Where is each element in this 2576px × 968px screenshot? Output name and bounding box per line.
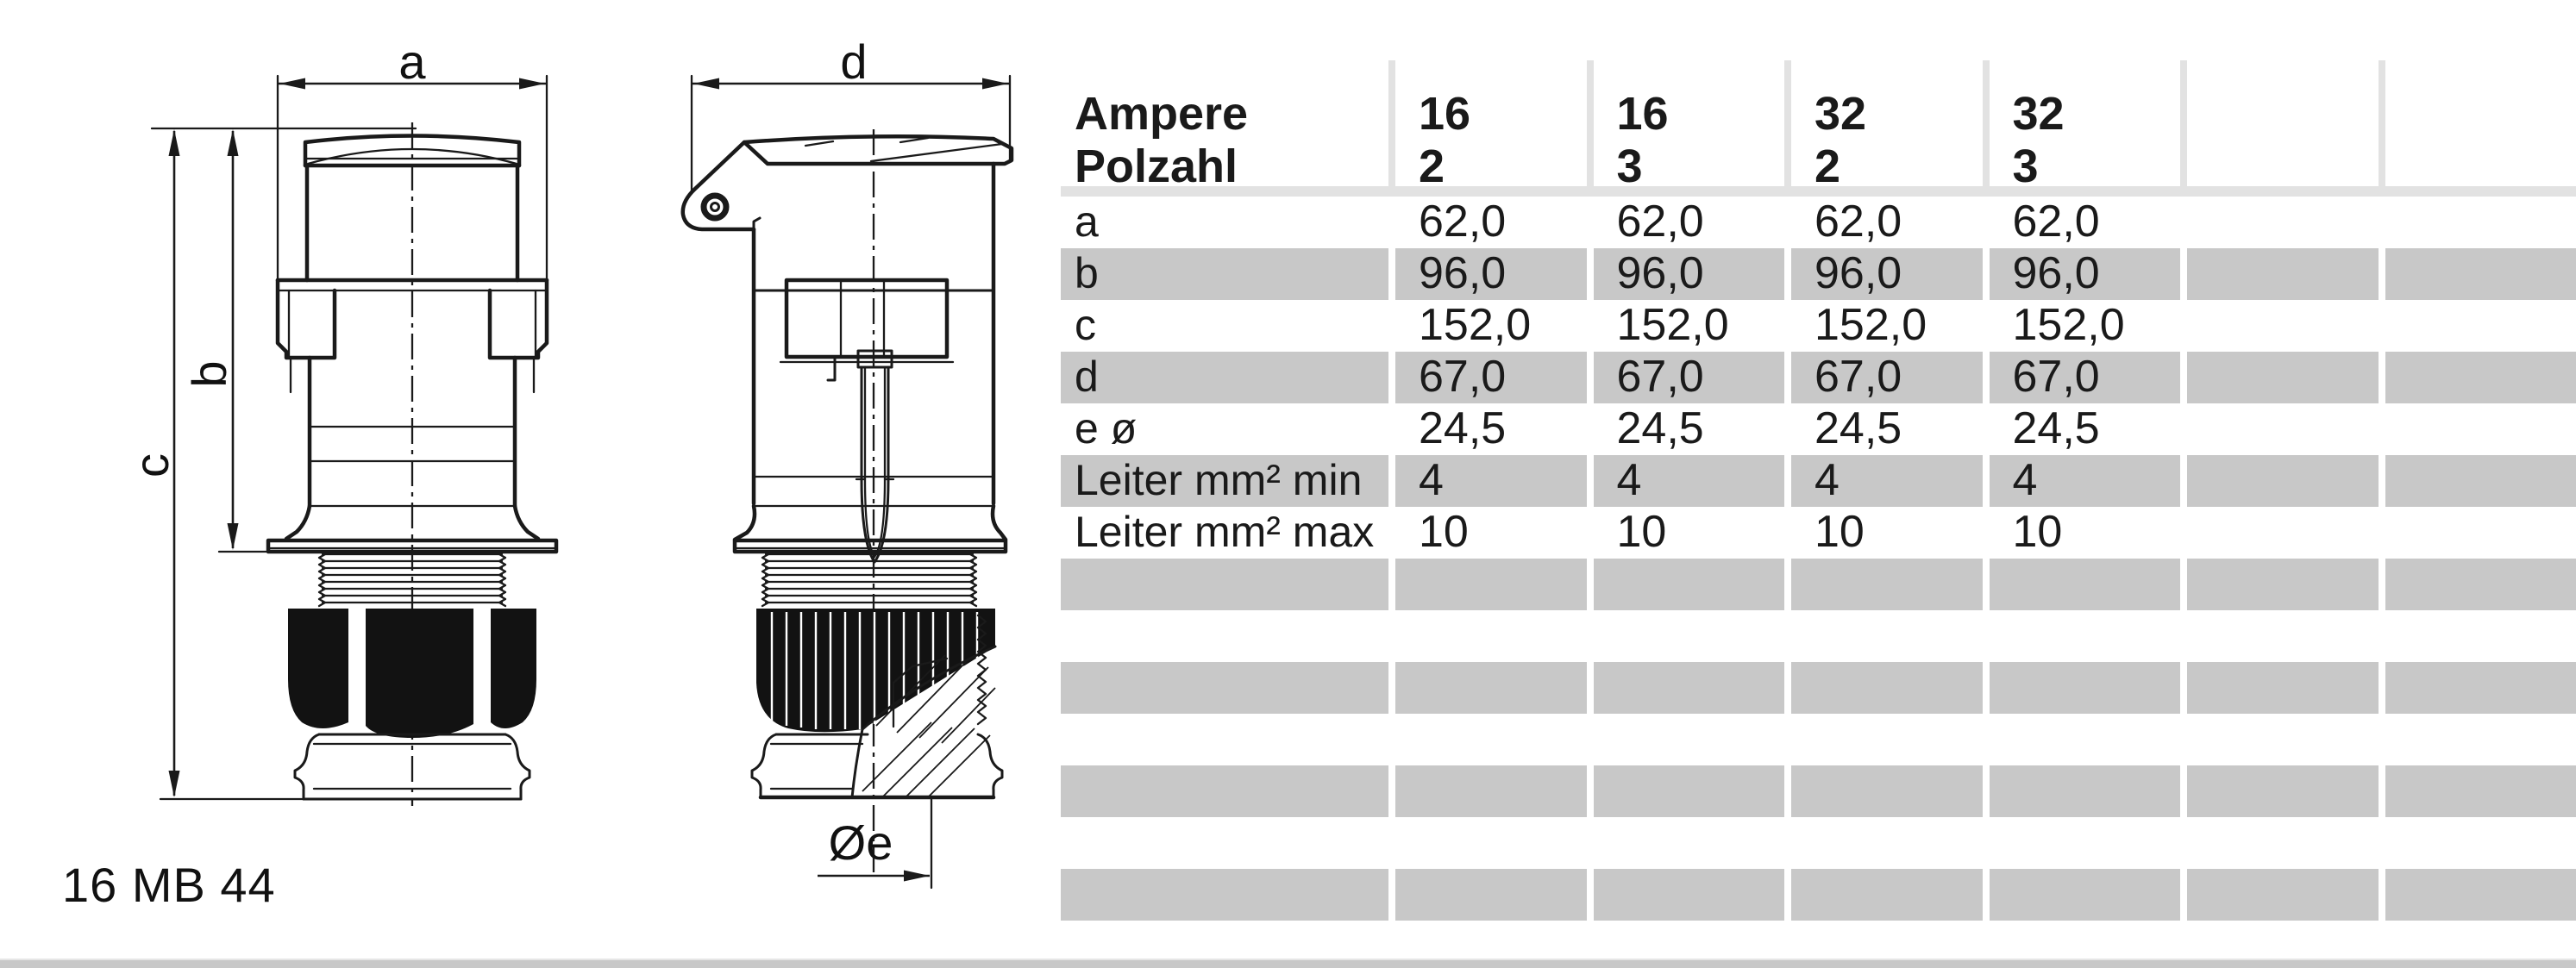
row-value: 96,0 — [1784, 248, 1983, 300]
row-value — [2379, 300, 2576, 352]
spec-table-body — [1061, 197, 2576, 921]
row-value — [2379, 403, 2576, 455]
row-value — [1587, 714, 1785, 765]
row-value — [1388, 662, 1587, 714]
row-value: 62,0 — [1983, 197, 2181, 248]
row-value — [1983, 869, 2181, 921]
front-view — [152, 76, 556, 806]
row-label: e ø — [1075, 404, 1138, 453]
header-ampere-value: 32 — [2012, 88, 2065, 140]
row-value — [1983, 765, 2181, 817]
row-value — [2379, 765, 2576, 817]
row-value — [1983, 662, 2181, 714]
row-value: 4 — [1983, 455, 2181, 507]
row-value — [2379, 869, 2576, 921]
table-row — [1061, 507, 2576, 559]
table-row — [1061, 765, 2576, 817]
table-row — [1061, 869, 2576, 921]
row-value — [1784, 869, 1983, 921]
row-value — [1388, 610, 1587, 662]
row-value: 24,5 — [1983, 403, 2181, 455]
table-row — [1061, 610, 2576, 662]
row-value — [2379, 248, 2576, 300]
side-probe — [856, 351, 893, 562]
row-label: b — [1075, 249, 1099, 297]
header-ampere-value: 16 — [1616, 88, 1669, 140]
row-value — [2180, 352, 2379, 403]
row-label: a — [1075, 197, 1099, 246]
row-value: 10 — [1587, 507, 1785, 559]
row-value: 10 — [1388, 507, 1587, 559]
dim-label-d: d — [840, 34, 868, 89]
header-ampere-value: 32 — [1814, 88, 1867, 140]
row-value — [2180, 455, 2379, 507]
row-value — [2180, 610, 2379, 662]
table-row — [1061, 455, 2576, 507]
dim-label-e: Øe — [828, 815, 893, 870]
side-skirt — [752, 722, 1002, 797]
side-lid — [744, 136, 1012, 164]
row-value: 24,5 — [1388, 403, 1587, 455]
header-polzahl-value: 2 — [1814, 141, 1841, 192]
row-value — [1784, 662, 1983, 714]
hinge-pin-inner — [711, 203, 719, 211]
row-value — [1388, 714, 1587, 765]
row-value: 67,0 — [1784, 352, 1983, 403]
row-label: Leiter mm² max — [1075, 508, 1375, 556]
row-value — [1388, 559, 1587, 610]
row-value: 62,0 — [1784, 197, 1983, 248]
row-value — [2180, 403, 2379, 455]
row-value: 4 — [1587, 455, 1785, 507]
table-row — [1061, 817, 2576, 869]
row-label — [1061, 714, 1388, 765]
row-value — [2180, 765, 2379, 817]
side-threads — [762, 554, 976, 606]
header-col-2 — [1587, 60, 1785, 192]
row-value — [1983, 559, 2181, 610]
row-value: 67,0 — [1587, 352, 1785, 403]
header-col-1 — [1388, 60, 1587, 192]
row-value — [1587, 817, 1785, 869]
row-value — [2180, 714, 2379, 765]
model-number: 16 MB 44 — [62, 858, 276, 912]
row-value: 152,0 — [1784, 300, 1983, 352]
row-value: 152,0 — [1587, 300, 1785, 352]
row-value — [1587, 869, 1785, 921]
row-value — [1388, 869, 1587, 921]
spec-table — [1061, 60, 2576, 921]
row-value: 24,5 — [1587, 403, 1785, 455]
row-label — [1061, 559, 1388, 610]
row-value: 152,0 — [1983, 300, 2181, 352]
footer-rule — [0, 959, 2576, 968]
row-value — [1587, 559, 1785, 610]
row-value: 62,0 — [1587, 197, 1785, 248]
header-polzahl-label: Polzahl — [1075, 141, 1238, 192]
row-value — [2180, 662, 2379, 714]
row-value: 96,0 — [1587, 248, 1785, 300]
row-label: d — [1075, 353, 1099, 401]
row-label — [1061, 610, 1388, 662]
side-bell — [735, 506, 1006, 540]
side-view — [683, 76, 1012, 888]
row-value — [2379, 455, 2576, 507]
header-polzahl-value: 2 — [1419, 141, 1445, 192]
row-label — [1061, 869, 1388, 921]
row-value — [2379, 662, 2576, 714]
header-polzahl-value: 3 — [1616, 141, 1643, 192]
row-value — [2180, 300, 2379, 352]
row-value — [1784, 817, 1983, 869]
row-value — [2180, 507, 2379, 559]
row-value — [1983, 610, 2181, 662]
table-row — [1061, 197, 2576, 248]
row-value — [2379, 507, 2576, 559]
table-row — [1061, 248, 2576, 300]
row-label: c — [1075, 301, 1096, 349]
header-col-4 — [1983, 60, 2181, 192]
row-value: 96,0 — [1388, 248, 1587, 300]
row-value — [2180, 817, 2379, 869]
row-label — [1061, 765, 1388, 817]
row-value: 62,0 — [1388, 197, 1587, 248]
row-value: 4 — [1784, 455, 1983, 507]
header-ampere-value: 16 — [1419, 88, 1471, 140]
spec-table-header — [1061, 60, 2576, 192]
header-col-6 — [2379, 60, 2576, 186]
row-value — [1983, 714, 2181, 765]
row-value: 152,0 — [1388, 300, 1587, 352]
side-hinge — [683, 142, 760, 229]
row-value: 96,0 — [1983, 248, 2181, 300]
row-value — [2379, 197, 2576, 248]
row-label — [1061, 662, 1388, 714]
table-row — [1061, 662, 2576, 714]
header-col-3 — [1784, 60, 1983, 192]
dim-label-c: c — [124, 453, 179, 478]
table-row — [1061, 352, 2576, 403]
row-value: 10 — [1983, 507, 2181, 559]
row-value — [1983, 817, 2181, 869]
row-value — [2180, 197, 2379, 248]
dim-d — [692, 76, 1010, 191]
row-value — [2379, 559, 2576, 610]
table-row — [1061, 300, 2576, 352]
header-ampere-label: Ampere — [1075, 88, 1249, 140]
row-value — [2379, 352, 2576, 403]
row-value — [2379, 610, 2576, 662]
header-col-5 — [2180, 60, 2379, 186]
row-value: 10 — [1784, 507, 1983, 559]
row-label: Leiter mm² min — [1075, 456, 1363, 504]
table-row — [1061, 714, 2576, 765]
row-value — [1587, 662, 1785, 714]
front-gland — [288, 609, 536, 738]
row-value: 67,0 — [1388, 352, 1587, 403]
table-row — [1061, 559, 2576, 610]
row-value — [2379, 714, 2576, 765]
row-value: 67,0 — [1983, 352, 2181, 403]
table-row — [1061, 403, 2576, 455]
side-latch-plate — [780, 280, 953, 380]
row-value — [1784, 559, 1983, 610]
row-value — [1784, 610, 1983, 662]
row-value — [1784, 765, 1983, 817]
row-value — [2180, 248, 2379, 300]
row-value — [1784, 714, 1983, 765]
row-value — [2180, 869, 2379, 921]
row-value — [2180, 559, 2379, 610]
header-polzahl-value: 3 — [2012, 141, 2039, 192]
row-value — [1587, 765, 1785, 817]
row-value: 24,5 — [1784, 403, 1983, 455]
dim-label-a: a — [398, 34, 426, 89]
row-value — [1587, 610, 1785, 662]
row-value — [1388, 765, 1587, 817]
row-value — [2379, 817, 2576, 869]
row-label — [1061, 817, 1388, 869]
header-label-col — [1061, 60, 1388, 192]
row-value: 4 — [1388, 455, 1587, 507]
dim-label-b: b — [182, 360, 236, 388]
row-value — [1388, 817, 1587, 869]
side-gland — [756, 609, 995, 743]
